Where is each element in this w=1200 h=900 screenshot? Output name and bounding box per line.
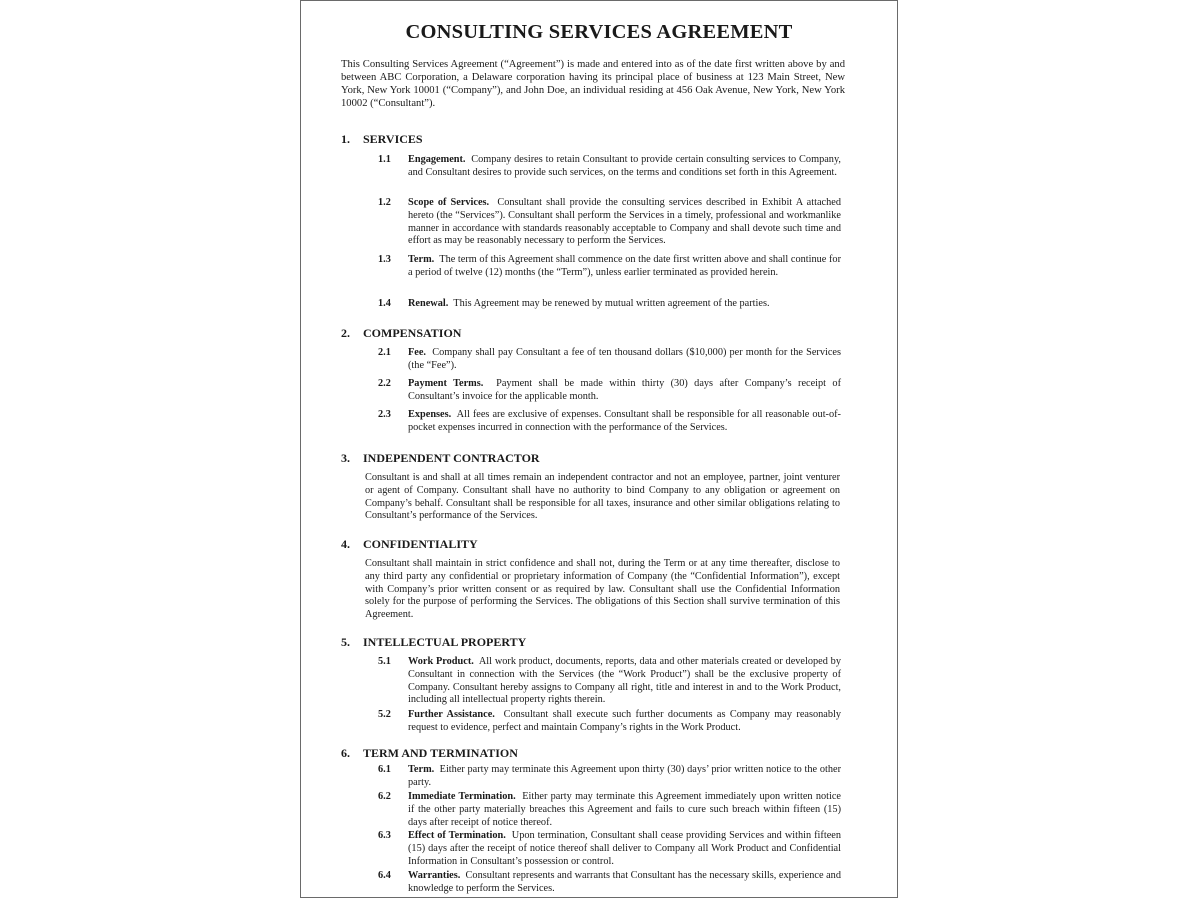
clause-title: Term.: [408, 254, 435, 265]
clause-text: This Agreement may be renewed by mutual written agreement of the parties.: [453, 298, 770, 309]
clause-number: 6.1: [378, 764, 391, 775]
clause-number: 1.2: [378, 197, 391, 208]
clause-1-1: [378, 154, 841, 180]
section-heading-compensation: [341, 326, 461, 341]
section-title: SERVICES: [363, 132, 423, 146]
section-title: INTELLECTUAL PROPERTY: [363, 635, 527, 649]
clause-5-1: [378, 656, 841, 707]
clause-number: 6.4: [378, 870, 391, 881]
clause-number: 1.3: [378, 254, 391, 265]
clause-title: Further Assistance.: [408, 709, 495, 720]
clause-text: Company shall pay Consultant a fee of ten thousand dollars ($10,000) per month for the Services (the “Fee”).: [408, 347, 841, 371]
clause-6-4: [378, 870, 841, 896]
clause-title: Term.: [408, 764, 435, 775]
clause-title: Engagement.: [408, 154, 466, 165]
clause-title: Scope of Services.: [408, 197, 490, 208]
clause-title: Work Product.: [408, 656, 474, 667]
section-heading-independent-contractor: [341, 451, 540, 466]
section-title: CONFIDENTIALITY: [363, 537, 478, 551]
intro-paragraph: This Consulting Services Agreement (“Agreement”) is made and entered into as of the date first written above by and between ABC Corporation, a Delaware corporation having its principal place of business at 123 Main Street, New York, New York 10001 (“Company”), and John Doe, an individual residing at 456 Oak Avenue, New York, New York 10002 (“Consultant”).: [341, 59, 845, 109]
clause-number: 2.2: [378, 378, 391, 389]
clause-number: 5.2: [378, 709, 391, 720]
clause-number: 6.3: [378, 830, 391, 841]
clause-title: Warranties.: [408, 870, 461, 881]
clause-5-2: [378, 709, 841, 735]
clause-number: 5.1: [378, 656, 391, 667]
clause-6-3: [378, 830, 841, 868]
clause-text: The term of this Agreement shall commence on the date first written above and shall continue for a period of twelve (12) months (the “Term”), unless earlier terminated as provided herein.: [408, 254, 841, 278]
section-title: TERM AND TERMINATION: [363, 746, 518, 760]
clause-6-1: [378, 764, 841, 790]
section-heading-term-and-termination: [341, 746, 518, 761]
clause-title: Fee.: [408, 347, 427, 358]
clause-1-3: [378, 254, 841, 280]
clause-title: Payment Terms.: [408, 378, 484, 389]
clause-text: Upon termination, Consultant shall cease providing Services and within fifteen (15) days after the receipt of notice thereof shall deliver to Company all Work Product and Confidential Information in Consultant’s possession or control.: [408, 830, 841, 867]
clause-2-2: [378, 378, 841, 404]
document-page: [300, 0, 898, 898]
clause-title: Immediate Termination.: [408, 791, 516, 802]
clause-text: Consultant represents and warrants that Consultant has the necessary skills, experience and knowledge to perform the Services.: [408, 870, 841, 894]
clause-text: Consultant shall execute such further documents as Company may reasonably request to evidence, perfect and maintain Company’s rights in the Work Product.: [408, 709, 842, 733]
document-title: CONSULTING SERVICES AGREEMENT: [405, 21, 793, 43]
clause-number: 1.4: [378, 298, 391, 309]
clause-number: 6.2: [378, 791, 391, 802]
section-number: 3.: [341, 451, 350, 465]
section-number: 6.: [341, 746, 350, 760]
section-number: 1.: [341, 132, 350, 146]
clause-title: Expenses.: [408, 409, 452, 420]
section-heading-services: [341, 132, 423, 147]
section-paragraph-independent-contractor: Consultant is and shall at all times remain an independent contractor and not an employee, partner, joint venturer or agent of Company. Consultant shall have no authority to bind Company to any obligation or agreement on Company’s behalf. Consultant shall be responsible for all taxes, insurance and other similar obligations relating to Consultant’s performance of the Services.: [365, 472, 840, 522]
section-title: COMPENSATION: [363, 326, 462, 340]
clause-2-3: [378, 409, 841, 435]
section-heading-intellectual-property: [341, 635, 526, 650]
clause-text: All fees are exclusive of expenses. Consultant shall be responsible for all reasonable out-of-pocket expenses incurred in connection with the performance of the Services.: [408, 409, 841, 433]
clause-1-4: [378, 298, 841, 311]
section-heading-confidentiality: [341, 537, 478, 552]
clause-text: Either party may terminate this Agreement immediately upon written notice if the other party materially breaches this Agreement and fails to cure such breach within fifteen (15) days after receipt of notice thereof.: [408, 791, 841, 828]
clause-number: 2.1: [378, 347, 391, 358]
clause-text: Consultant shall provide the consulting services described in Exhibit A attached hereto (the “Services”). Consultant shall perform the Services in a timely, professional and workmanlike manner in accordance with standards reasonably acceptable to Company and shall devote such time and effort as may be reasonably necessary to perform the Services.: [408, 197, 841, 247]
clause-6-2: [378, 791, 841, 829]
clause-title: Renewal.: [408, 298, 449, 309]
clause-text: Either party may terminate this Agreement upon thirty (30) days’ prior written notice to the other party.: [408, 764, 841, 788]
section-title: INDEPENDENT CONTRACTOR: [363, 451, 540, 465]
section-paragraph-confidentiality: Consultant shall maintain in strict confidence and shall not, during the Term or at any time thereafter, disclose to any third party any confidential or proprietary information of Company (the “Confidential Information”), except with Company’s prior written consent or as required by law. Consultant shall use the Confidential Information solely for the purpose of performing the Services. The obligations of this Section shall survive termination of this Agreement.: [365, 558, 840, 621]
clause-number: 1.1: [378, 154, 391, 165]
section-number: 4.: [341, 537, 350, 551]
clause-title: Effect of Termination.: [408, 830, 506, 841]
clause-text: Payment shall be made within thirty (30) days after Company’s receipt of Consultant’s invoice for the applicable month.: [408, 378, 841, 402]
section-number: 5.: [341, 635, 350, 649]
section-number: 2.: [341, 326, 350, 340]
clause-text: All work product, documents, reports, data and other materials created or developed by Consultant in connection with the Services (the “Work Product”) shall be the exclusive property of Company. Consultant hereby assigns to Company all right, title and interest in and to the Work Product, including all intellectual property rights therein.: [408, 656, 841, 706]
clause-number: 2.3: [378, 409, 391, 420]
clause-1-2: [378, 197, 841, 248]
clause-2-1: [378, 347, 841, 373]
clause-text: Company desires to retain Consultant to provide certain consulting services to Company, and Consultant desires to provide such services, on the terms and conditions set forth in this Agreement.: [408, 154, 842, 178]
